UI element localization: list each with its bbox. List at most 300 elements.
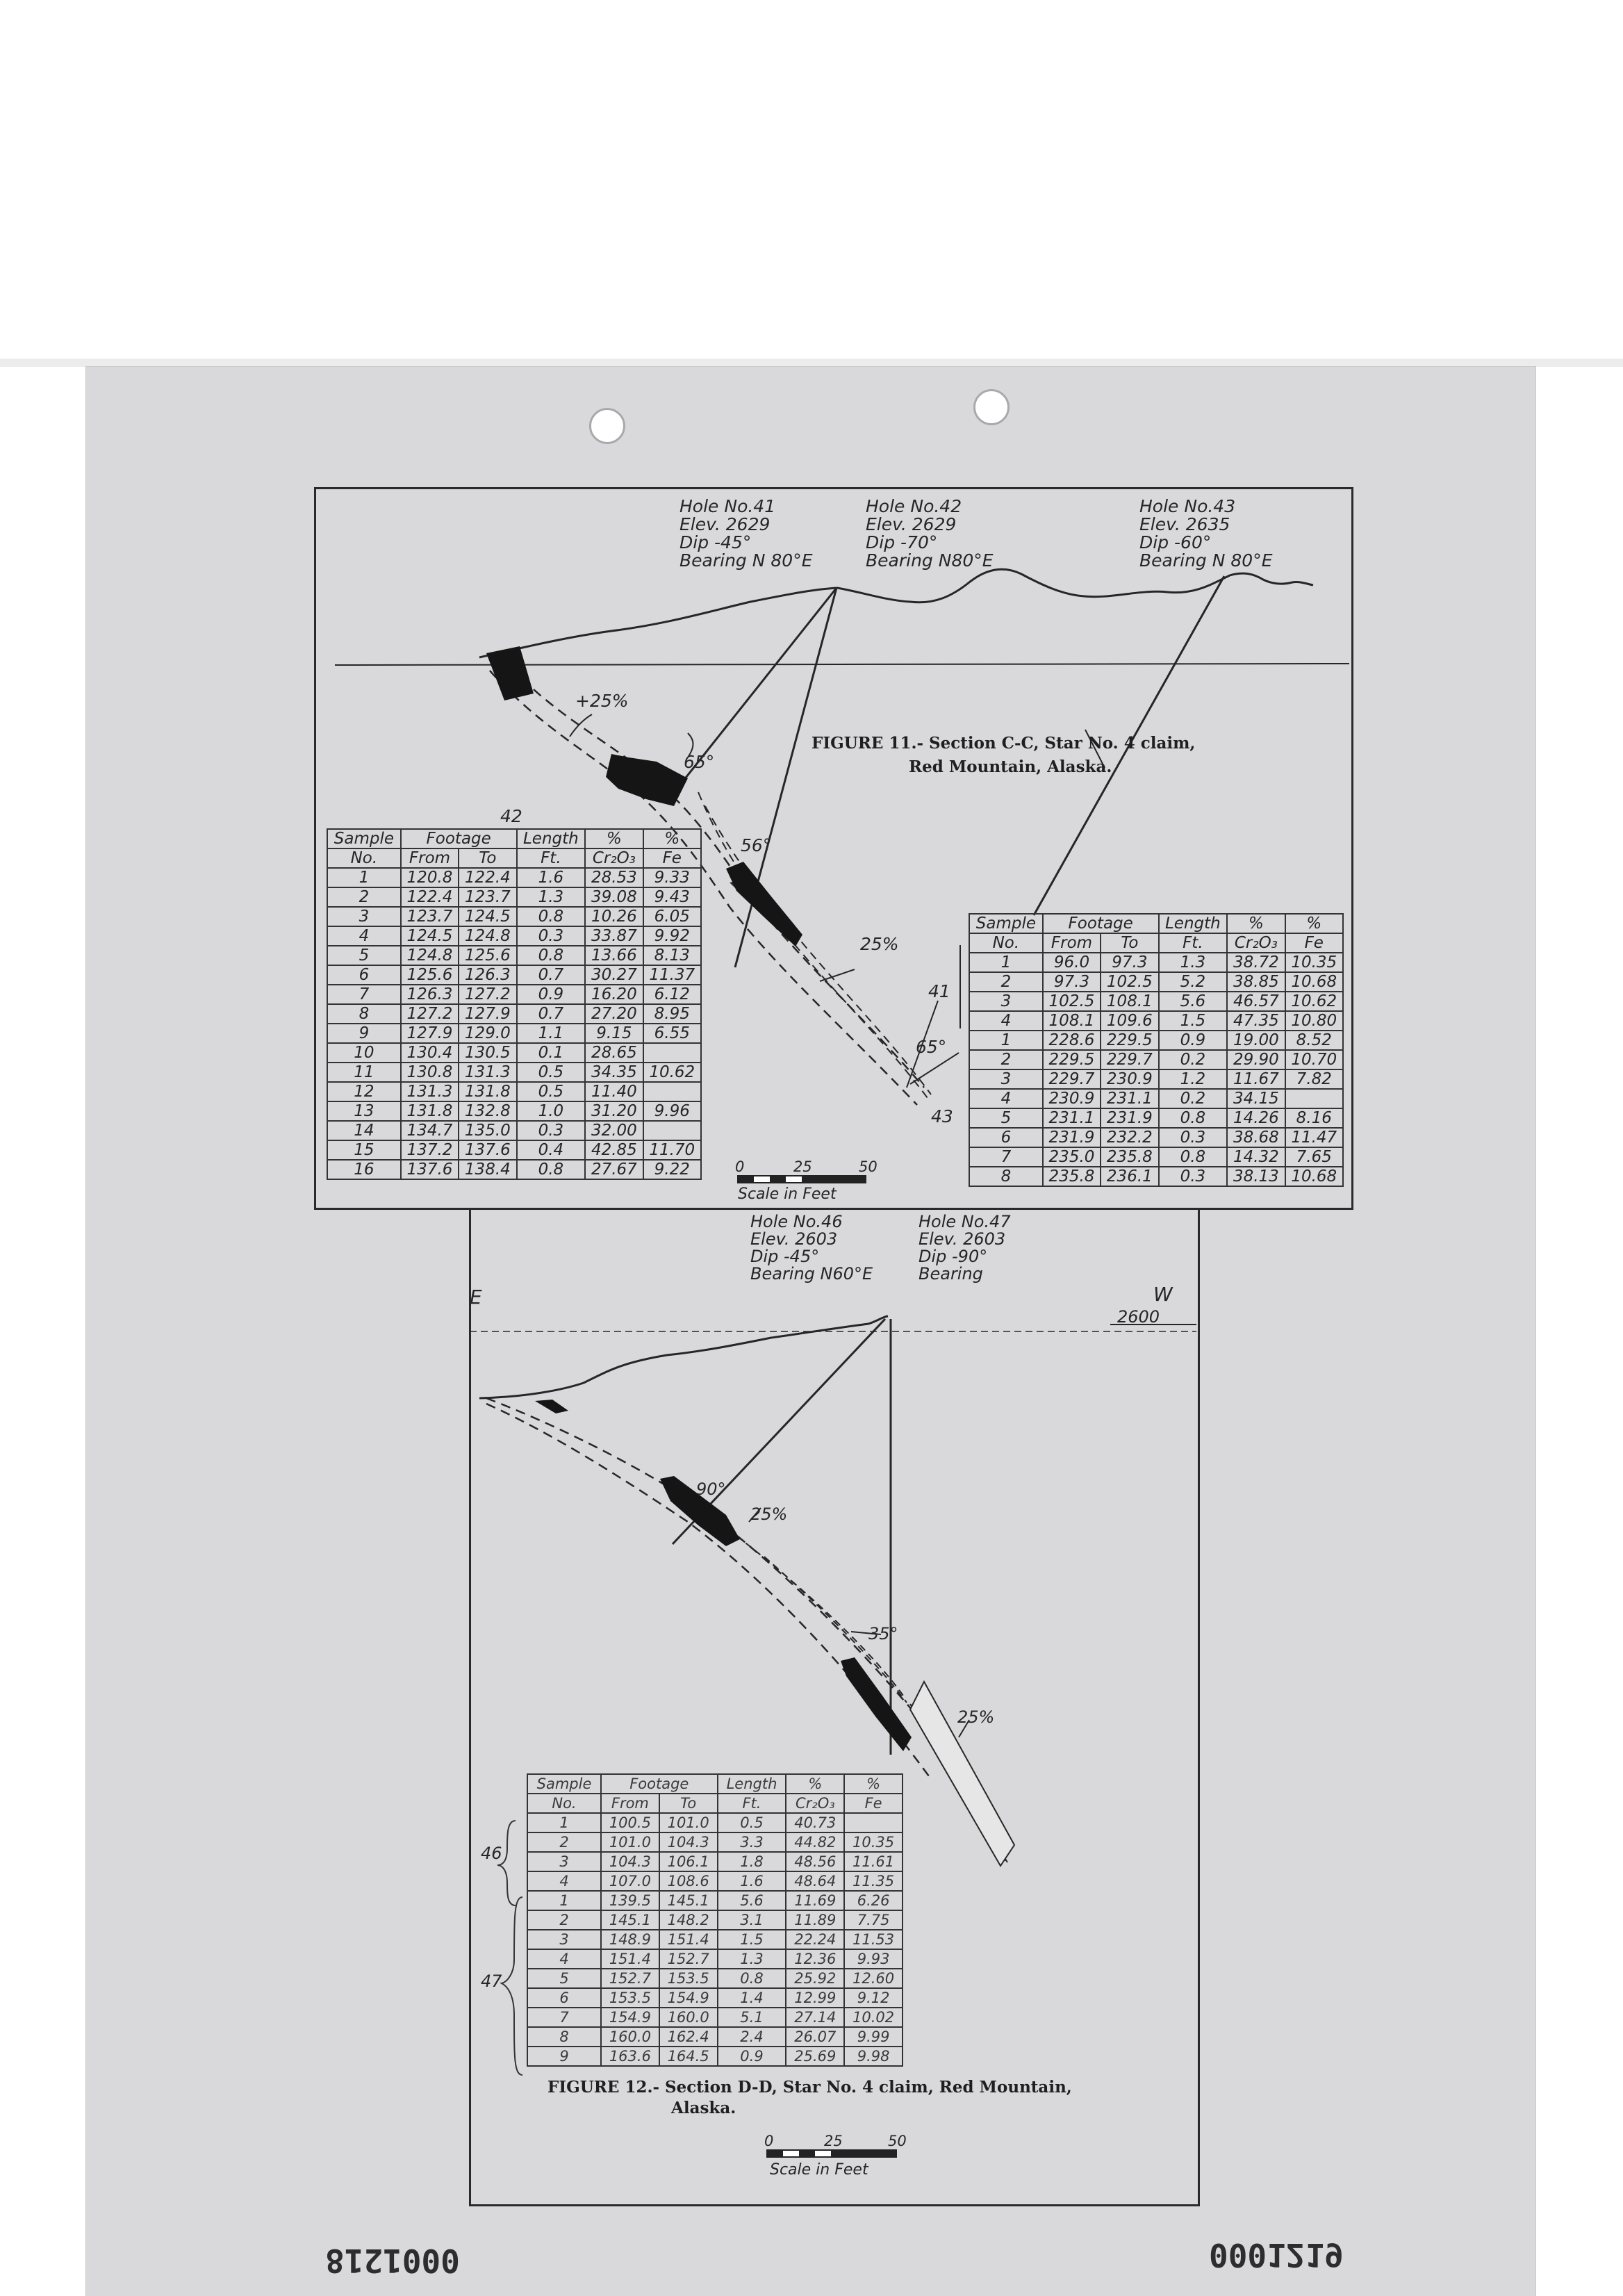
table-row [527, 1891, 903, 1910]
table-cell: 230.9 [1043, 1089, 1101, 1108]
table-cell: 9.15 [585, 1024, 643, 1043]
fig12-direction-e: E [470, 1286, 482, 1309]
fig12-angle-3: 35° [868, 1624, 898, 1643]
table-cell: 109.6 [1101, 1011, 1158, 1031]
table-row [969, 972, 1343, 992]
table-row [527, 2027, 903, 2047]
table-cell: 130.5 [459, 1043, 516, 1063]
fig11-angle-2: 65° [684, 752, 715, 772]
hole-46-elev: Elev. 2603 [750, 1229, 838, 1249]
table-cell: 6 [969, 1128, 1043, 1147]
hole-43-label [1139, 498, 1273, 570]
col-footage: Footage [601, 1774, 718, 1794]
table-cell: 8.95 [643, 1004, 701, 1024]
col-cr2o3: Cr₂O₃ [585, 848, 643, 868]
table-cell: 4 [969, 1011, 1043, 1031]
table-cell: 0.8 [1159, 1147, 1228, 1167]
table-row [527, 1969, 903, 1988]
table-cell: 29.90 [1227, 1050, 1285, 1069]
table-cell: 127.9 [459, 1004, 516, 1024]
fig11-angle-3: 56° [741, 835, 772, 855]
table-cell: 9.43 [643, 887, 701, 907]
table-cell: 10.02 [844, 2008, 903, 2027]
table-cell: 1.6 [517, 868, 586, 887]
table-cell: 6.55 [643, 1024, 701, 1043]
table-cell: 125.6 [401, 965, 459, 985]
table-cell: 228.6 [1043, 1031, 1101, 1050]
table-cell: 104.3 [659, 1832, 718, 1852]
page-stamp-right: 0001219 [1209, 2236, 1344, 2274]
table-cell [643, 1082, 701, 1101]
col-length: Length [1159, 914, 1228, 933]
table-cell: 153.5 [659, 1969, 718, 1988]
table-cell: 229.7 [1043, 1069, 1101, 1089]
fig12-scale-50: 50 [888, 2133, 907, 2149]
table-cell: 108.6 [659, 1871, 718, 1891]
table-cell: 33.87 [585, 926, 643, 946]
fig11-angle-5: 65° [916, 1037, 947, 1057]
table-cell: 27.67 [585, 1160, 643, 1179]
fig11-sample-table-holes41-43 [969, 913, 1344, 1187]
table-cell: 11.70 [643, 1140, 701, 1160]
col-cr2o3: Cr₂O₃ [1227, 933, 1285, 953]
table-cell: 38.72 [1227, 953, 1285, 972]
table-row [527, 1949, 903, 1969]
table-cell: 122.4 [401, 887, 459, 907]
hole-43-elev: Elev. 2635 [1139, 514, 1230, 534]
table-cell: 6 [527, 1988, 601, 2008]
table-row [327, 868, 701, 887]
table-cell: 2 [527, 1832, 601, 1852]
hole-41-name: Hole No.41 [679, 496, 776, 516]
table-cell: 38.68 [1227, 1128, 1285, 1147]
table-cell: 130.8 [401, 1063, 459, 1082]
table-cell: 120.8 [401, 868, 459, 887]
hole-41-label [679, 498, 813, 570]
table-cell: 2 [327, 887, 401, 907]
table-cell: 1.8 [718, 1852, 786, 1871]
table-cell: 0.3 [517, 926, 586, 946]
table-cell: 11.40 [585, 1082, 643, 1101]
figure12-ore-bodies [535, 1400, 912, 1751]
hole-47-name: Hole No.47 [918, 1212, 1011, 1231]
fig12-hole-tag-47: 47 [481, 1971, 502, 1991]
hole-41-dip: Dip -45° [679, 532, 752, 552]
table-row [527, 1871, 903, 1891]
table-row [327, 985, 701, 1004]
table-cell: 9.93 [844, 1949, 903, 1969]
table-cell: 13 [327, 1101, 401, 1121]
col-footage: Footage [401, 829, 517, 848]
table-cell: 6 [327, 965, 401, 985]
table-cell: 132.8 [459, 1101, 516, 1121]
table-cell: 151.4 [659, 1930, 718, 1949]
figure12-caption-line2: Alaska. [671, 2099, 736, 2117]
table-cell: 28.65 [585, 1043, 643, 1063]
fig12-scale-label: Scale in Feet [770, 2161, 868, 2179]
fig11-angle-1: +25% [575, 691, 629, 711]
table-cell: 135.0 [459, 1121, 516, 1140]
col-from: From [401, 848, 459, 868]
fig11-angle-4: 25% [860, 934, 899, 954]
table-cell: 13.66 [585, 946, 643, 965]
table-cell: 39.08 [585, 887, 643, 907]
table-row [969, 1167, 1343, 1186]
table-row [527, 1813, 903, 1832]
fig11-datum-line [335, 664, 1349, 665]
hole-43-bearing: Bearing N 80°E [1139, 550, 1273, 571]
table-cell: 106.1 [659, 1852, 718, 1871]
table-cell: 5 [969, 1108, 1043, 1128]
table-cell: 5.2 [1159, 972, 1228, 992]
table-cell: 10.35 [844, 1832, 903, 1852]
fig11-hole-tag-41: 41 [928, 981, 950, 1001]
hole-43-name: Hole No.43 [1139, 496, 1236, 516]
table-row [527, 1852, 903, 1871]
table-row [527, 1832, 903, 1852]
table-cell: 0.2 [1159, 1089, 1228, 1108]
table-cell: 1.4 [718, 1988, 786, 2008]
table-row [327, 1140, 701, 1160]
table-cell: 11 [327, 1063, 401, 1082]
table-cell: 0.8 [517, 907, 586, 926]
table-cell: 34.15 [1227, 1089, 1285, 1108]
table-cell: 229.7 [1101, 1050, 1158, 1069]
table-cell: 3 [527, 1852, 601, 1871]
table-row [327, 965, 701, 985]
table-cell: 0.7 [517, 965, 586, 985]
table-cell: 0.9 [1159, 1031, 1228, 1050]
table-cell: 123.7 [401, 907, 459, 926]
table-cell: 1.5 [718, 1930, 786, 1949]
table-cell: 3 [969, 1069, 1043, 1089]
table-cell: 1.3 [1159, 953, 1228, 972]
table-cell: 235.8 [1101, 1147, 1158, 1167]
table-cell: 124.5 [401, 926, 459, 946]
table-cell: 0.1 [517, 1043, 586, 1063]
table-cell: 145.1 [601, 1910, 659, 1930]
table-cell: 122.4 [459, 868, 516, 887]
col-fe: Fe [1285, 933, 1343, 953]
table-cell: 10.68 [1285, 972, 1343, 992]
table-cell: 107.0 [601, 1871, 659, 1891]
table-cell: 148.9 [601, 1930, 659, 1949]
table-cell: 0.3 [1159, 1128, 1228, 1147]
table-cell: 126.3 [459, 965, 516, 985]
table-cell: 38.85 [1227, 972, 1285, 992]
table-cell: 12.36 [786, 1949, 844, 1969]
hole-41-bearing: Bearing N 80°E [679, 550, 813, 571]
table-cell: 9.33 [643, 868, 701, 887]
table-cell: 154.9 [601, 2008, 659, 2027]
table-cell: 124.8 [401, 946, 459, 965]
table-cell: 1.1 [517, 1024, 586, 1043]
table-cell: 148.2 [659, 1910, 718, 1930]
table-cell: 4 [527, 1871, 601, 1891]
table-cell: 32.00 [585, 1121, 643, 1140]
table-cell: 2 [969, 972, 1043, 992]
table-cell: 26.07 [786, 2027, 844, 2047]
table-cell: 1 [527, 1891, 601, 1910]
fig11-scale-bar [738, 1176, 866, 1183]
col-from: From [1043, 933, 1101, 953]
table-cell: 134.7 [401, 1121, 459, 1140]
table-cell [1285, 1089, 1343, 1108]
table-cell: 101.0 [601, 1832, 659, 1852]
table-cell: 139.5 [601, 1891, 659, 1910]
col-fe: Fe [844, 1794, 903, 1813]
table-row [969, 1089, 1343, 1108]
fig11-scale-50: 50 [859, 1158, 878, 1175]
table-row [327, 887, 701, 907]
col-no: No. [527, 1794, 601, 1813]
table-cell: 9.96 [643, 1101, 701, 1121]
table-cell: 8 [527, 2027, 601, 2047]
table-cell: 30.27 [585, 965, 643, 985]
table-cell: 9 [327, 1024, 401, 1043]
table-row [969, 1108, 1343, 1128]
table-cell: 1.2 [1159, 1069, 1228, 1089]
table-cell: 5.6 [718, 1891, 786, 1910]
hole-47-bearing: Bearing [918, 1264, 983, 1284]
table-cell [643, 1043, 701, 1063]
hole-47-dip: Dip -90° [918, 1247, 988, 1266]
table-row [969, 953, 1343, 972]
table-cell: 232.2 [1101, 1128, 1158, 1147]
table-cell: 1.3 [517, 887, 586, 907]
table-row [327, 1101, 701, 1121]
table-row [969, 1069, 1343, 1089]
table-cell: 235.0 [1043, 1147, 1101, 1167]
table-row [969, 1128, 1343, 1147]
fig12-scale-0: 0 [764, 2133, 774, 2149]
table-cell: 48.56 [786, 1852, 844, 1871]
fig11-scale-25: 25 [793, 1158, 812, 1175]
table-cell: 102.5 [1101, 972, 1158, 992]
table-cell: 47.35 [1227, 1011, 1285, 1031]
table-cell: 131.3 [459, 1063, 516, 1082]
table-row [327, 946, 701, 965]
table-cell [844, 1813, 903, 1832]
table-cell: 14 [327, 1121, 401, 1140]
table-row [327, 926, 701, 946]
table-cell: 5.6 [1159, 992, 1228, 1011]
table-cell: 1.0 [517, 1101, 586, 1121]
table-cell: 2 [527, 1910, 601, 1930]
ore-outcrop [486, 646, 534, 700]
table-cell: 10.70 [1285, 1050, 1343, 1069]
table-cell: 28.53 [585, 868, 643, 887]
table-cell: 97.3 [1043, 972, 1101, 992]
col-ft: Ft. [517, 848, 586, 868]
table-cell: 1.6 [718, 1871, 786, 1891]
table-cell: 96.0 [1043, 953, 1101, 972]
table-cell: 14.32 [1227, 1147, 1285, 1167]
table-cell: 27.20 [585, 1004, 643, 1024]
drill-hole-42 [735, 588, 837, 967]
table-cell: 14.26 [1227, 1108, 1285, 1128]
hole-43-dip: Dip -60° [1139, 532, 1212, 552]
col-ft: Ft. [718, 1794, 786, 1813]
table-cell: 152.7 [601, 1969, 659, 1988]
table-cell: 101.0 [659, 1813, 718, 1832]
col-from: From [601, 1794, 659, 1813]
col-pct-cr: % [786, 1774, 844, 1794]
table-cell: 153.5 [601, 1988, 659, 2008]
table-row [327, 1024, 701, 1043]
table-cell: 231.1 [1101, 1089, 1158, 1108]
table-cell: 6.26 [844, 1891, 903, 1910]
fig12-elev-2600: 2600 [1117, 1307, 1160, 1327]
table-cell: 16.20 [585, 985, 643, 1004]
table-cell: 7 [527, 2008, 601, 2027]
table-cell: 1 [327, 868, 401, 887]
table-cell: 137.2 [401, 1140, 459, 1160]
hole-46-name: Hole No.46 [750, 1212, 843, 1231]
table-cell: 160.0 [601, 2027, 659, 2047]
table-row [527, 2008, 903, 2027]
table-cell: 0.8 [517, 1160, 586, 1179]
table-cell: 11.69 [786, 1891, 844, 1910]
table-cell: 12.60 [844, 1969, 903, 1988]
table-cell: 9.92 [643, 926, 701, 946]
col-to: To [659, 1794, 718, 1813]
table-cell: 8 [327, 1004, 401, 1024]
table-cell: 231.1 [1043, 1108, 1101, 1128]
table-cell: 0.5 [718, 1813, 786, 1832]
table-cell: 40.73 [786, 1813, 844, 1832]
table-cell: 22.24 [786, 1930, 844, 1949]
table-cell: 229.5 [1043, 1050, 1101, 1069]
table-cell: 138.4 [459, 1160, 516, 1179]
col-ft: Ft. [1159, 933, 1228, 953]
table-cell: 6.12 [643, 985, 701, 1004]
table-cell: 9 [527, 2047, 601, 2066]
table-cell: 1 [969, 953, 1043, 972]
table-row [969, 1011, 1343, 1031]
table-cell: 3.1 [718, 1910, 786, 1930]
table-cell: 25.92 [786, 1969, 844, 1988]
table-cell: 25.69 [786, 2047, 844, 2066]
fig12-angle-4: 25% [957, 1707, 995, 1727]
table-cell: 130.4 [401, 1043, 459, 1063]
table-cell: 123.7 [459, 887, 516, 907]
table-cell: 3.3 [718, 1832, 786, 1852]
table-cell: 8.13 [643, 946, 701, 965]
table-cell: 7 [327, 985, 401, 1004]
table-cell: 5 [327, 946, 401, 965]
hole-41-elev: Elev. 2629 [679, 514, 771, 534]
table-row [327, 1160, 701, 1179]
table-cell: 127.2 [459, 985, 516, 1004]
table-cell: 10 [327, 1043, 401, 1063]
table-cell: 0.3 [1159, 1167, 1228, 1186]
table-cell: 108.1 [1043, 1011, 1101, 1031]
table-cell: 160.0 [659, 2008, 718, 2027]
table-cell: 12 [327, 1082, 401, 1101]
table-row [527, 1988, 903, 2008]
table-cell: 9.98 [844, 2047, 903, 2066]
fig11-scale-0: 0 [735, 1158, 745, 1175]
table-cell: 7.82 [1285, 1069, 1343, 1089]
table-cell: 5.1 [718, 2008, 786, 2027]
table-cell: 11.67 [1227, 1069, 1285, 1089]
fig12-angle-2: 25% [750, 1504, 788, 1524]
table-cell: 5 [527, 1969, 601, 1988]
table-cell: 11.61 [844, 1852, 903, 1871]
table-cell: 8 [969, 1167, 1043, 1186]
ore-body-hole41 [606, 754, 688, 806]
table-cell: 0.9 [517, 985, 586, 1004]
fig11-hole-tag-42: 42 [500, 806, 522, 826]
table-cell: 162.4 [659, 2027, 718, 2047]
table-cell: 236.1 [1101, 1167, 1158, 1186]
table-cell: 137.6 [459, 1140, 516, 1160]
table-cell: 0.4 [517, 1140, 586, 1160]
table-cell: 9.22 [643, 1160, 701, 1179]
table-cell: 7.65 [1285, 1147, 1343, 1167]
table-cell: 10.35 [1285, 953, 1343, 972]
table-cell: 2.4 [718, 2027, 786, 2047]
table-cell: 11.47 [1285, 1128, 1343, 1147]
table-cell: 0.8 [1159, 1108, 1228, 1128]
hole-46-dip: Dip -45° [750, 1247, 820, 1266]
table-cell: 10.26 [585, 907, 643, 926]
hole-42-label [866, 498, 994, 570]
table-cell: 230.9 [1101, 1069, 1158, 1089]
col-footage: Footage [1043, 914, 1159, 933]
fig12-hole-tag-46: 46 [481, 1844, 502, 1863]
fig12-ground-surface [479, 1316, 888, 1398]
table-cell: 1 [969, 1031, 1043, 1050]
col-pct-fe: % [844, 1774, 903, 1794]
table-cell: 19.00 [1227, 1031, 1285, 1050]
table-cell: 31.20 [585, 1101, 643, 1121]
col-sample: Sample [969, 914, 1043, 933]
page-stamp-left: 0001218 [325, 2242, 460, 2279]
table-cell: 164.5 [659, 2047, 718, 2066]
table-cell: 9.12 [844, 1988, 903, 2008]
table-cell: 38.13 [1227, 1167, 1285, 1186]
table-cell: 4 [969, 1089, 1043, 1108]
table-cell: 104.3 [601, 1852, 659, 1871]
table-cell: 48.64 [786, 1871, 844, 1891]
col-no: No. [327, 848, 401, 868]
table-cell: 11.53 [844, 1930, 903, 1949]
table-cell: 231.9 [1101, 1108, 1158, 1128]
table-cell: 131.8 [459, 1082, 516, 1101]
table-cell: 10.68 [1285, 1167, 1343, 1186]
table-row [327, 1043, 701, 1063]
table-cell: 42.85 [585, 1140, 643, 1160]
fig12-sample-table [527, 1773, 903, 2067]
table-cell: 3 [969, 992, 1043, 1011]
table-cell: 0.9 [718, 2047, 786, 2066]
table-cell: 15 [327, 1140, 401, 1160]
table-cell: 3 [527, 1930, 601, 1949]
col-to: To [1101, 933, 1158, 953]
hole-46-label [750, 1213, 873, 1283]
table-cell: 44.82 [786, 1832, 844, 1852]
table-cell: 12.99 [786, 1988, 844, 2008]
table-cell: 163.6 [601, 2047, 659, 2066]
table-cell: 6.05 [643, 907, 701, 926]
table-cell: 125.6 [459, 946, 516, 965]
table-cell: 8.16 [1285, 1108, 1343, 1128]
table-row [527, 1910, 903, 1930]
table-cell: 0.3 [517, 1121, 586, 1140]
table-cell: 16 [327, 1160, 401, 1179]
